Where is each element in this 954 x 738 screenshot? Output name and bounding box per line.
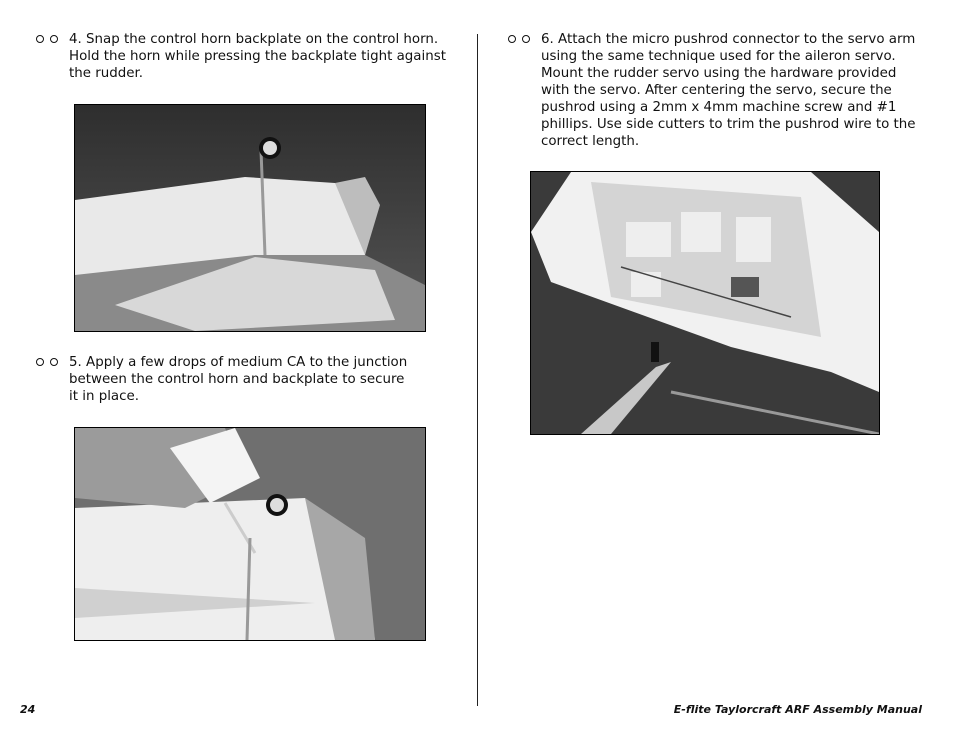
step-4-checkboxes[interactable] <box>36 31 58 43</box>
step-6-checkboxes[interactable] <box>508 31 530 43</box>
step-5-checkboxes[interactable] <box>36 354 58 366</box>
page-number: 24 <box>20 703 36 716</box>
step-6-text: 6. Attach the micro pushrod connector to the servo arm using the same technique used for the aileron servo. Mount the rudder servo using the hardware provided with the servo. After centering the servo, secure the pushrod using a 2mm x 4mm machine screw and #1 phillips. Use side cutters to trim the pushrod wire to the correct length. <box>541 32 916 149</box>
photo-applying-ca-glue <box>74 427 426 641</box>
step-4-text: 4. Snap the control horn backplate on the control horn. Hold the horn while pressing the backplate tight against the rudder. <box>69 32 446 81</box>
step-5 <box>36 354 407 405</box>
checkbox-circle[interactable] <box>50 358 58 366</box>
photo-rudder-servo-installed <box>530 171 880 435</box>
checkbox-circle[interactable] <box>508 35 516 43</box>
step-5-text: 5. Apply a few drops of medium CA to the junction between the control horn and backplate to secure it in place. <box>69 355 408 404</box>
step-6 <box>508 31 916 150</box>
checkbox-circle[interactable] <box>36 35 44 43</box>
checkbox-circle[interactable] <box>50 35 58 43</box>
checkbox-circle[interactable] <box>522 35 530 43</box>
column-divider <box>477 34 478 706</box>
checkbox-circle[interactable] <box>36 358 44 366</box>
step-4 <box>36 31 446 82</box>
photo-rudder-control-horn <box>74 104 426 332</box>
manual-title: E-flite Taylorcraft ARF Assembly Manual <box>673 703 922 716</box>
